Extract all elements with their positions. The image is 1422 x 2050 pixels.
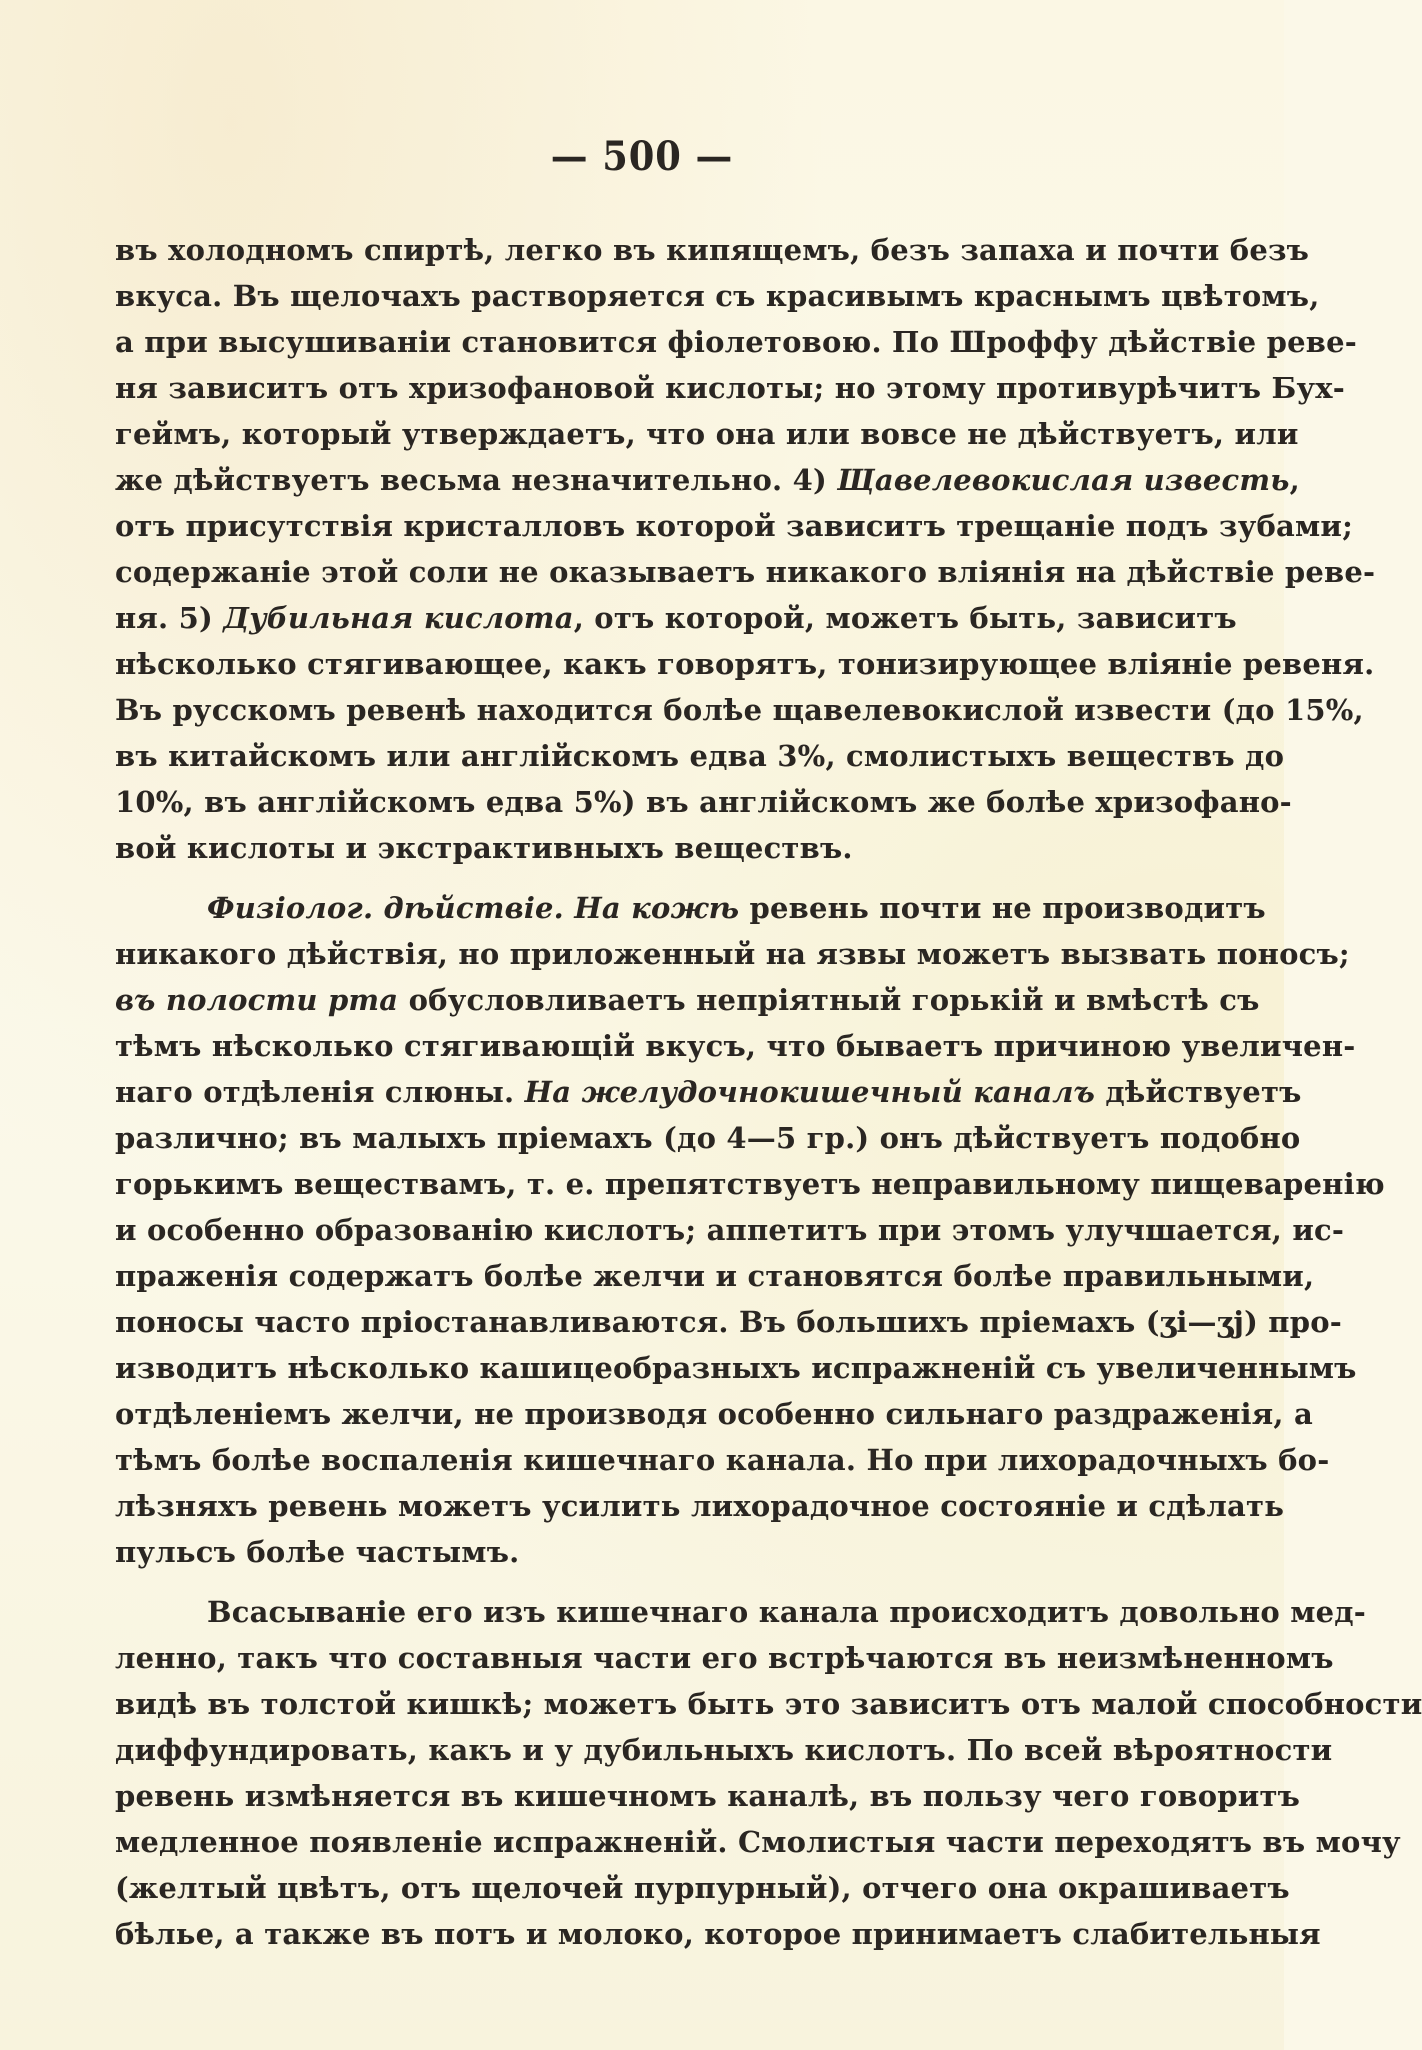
text-line [115, 319, 1357, 365]
text-line [115, 1635, 1334, 1681]
italic-term: На желудочнокишечный каналъ [524, 1075, 1096, 1109]
text-line [115, 227, 1310, 273]
text-line [115, 457, 1300, 503]
text-line [115, 1115, 1301, 1161]
text-run: бѣлье, а также въ потъ и молоко, которое принимаетъ слабительныя [115, 1917, 1321, 1951]
text-line [115, 1483, 1285, 1529]
text-line [115, 1865, 1290, 1911]
text-run: медленное появленіе испражненій. Смолистыя части переходятъ въ мочу [115, 1825, 1401, 1859]
text-line [115, 1681, 1422, 1727]
text-run: ня. 5) [115, 601, 224, 635]
text-run: вкуса. Въ щелочахъ растворяется съ красивымъ краснымъ цвѣтомъ, [115, 279, 1320, 313]
text-line [115, 411, 1299, 457]
text-line [115, 733, 1285, 779]
text-run: , отъ которой, можетъ быть, зависитъ [573, 601, 1237, 635]
text-run: тѣмъ нѣсколько стягивающій вкусъ, что бываетъ причиною увеличен- [115, 1029, 1356, 1063]
text-run: , [1289, 463, 1300, 497]
text-run: диффундировать, какъ и у дубильныхъ кислотъ. По всей вѣроятности [115, 1733, 1333, 1767]
text-run: геймъ, который утверждаетъ, что она или вовсе не дѣйствуетъ, или [115, 417, 1299, 451]
text-run: дѣйствуетъ [1095, 1075, 1302, 1109]
text-run: же дѣйствуетъ весьма незначительно. 4) [115, 463, 838, 497]
text-line [115, 825, 1235, 871]
text-run: праженія содержатъ болѣе желчи и становятся болѣе правильными, [115, 1259, 1315, 1293]
text-line [115, 885, 1266, 931]
text-line [115, 779, 1292, 825]
text-line [115, 1345, 1357, 1391]
text-run: въ китайскомъ или англійскомъ едва 3%, смолистыхъ веществъ до [115, 739, 1285, 773]
text-run: содержаніе этой соли не оказываетъ никакого вліянія на дѣйствіе реве- [115, 555, 1376, 589]
text-run: отдѣленіемъ желчи, не производя особенно сильнаго раздраженія, а [115, 1397, 1313, 1431]
italic-term: Дубильная кислота [223, 601, 574, 635]
text-run: изводитъ нѣсколько кашицеобразныхъ испражненій съ увеличеннымъ [115, 1351, 1357, 1385]
text-run: нѣсколько стягивающее, какъ говорятъ, тонизирующее вліяніе ревеня. [115, 647, 1375, 681]
text-run: и особенно образованію кислотъ; аппетитъ при этомъ улучшается, ис- [115, 1213, 1345, 1247]
text-line [115, 503, 1354, 549]
text-run: тѣмъ болѣе воспаленія кишечнаго канала. Но при лихорадочныхъ бо- [115, 1443, 1330, 1477]
text-run: видѣ въ толстой кишкѣ; можетъ быть это зависитъ отъ малой способности [115, 1687, 1422, 1721]
text-line [115, 1207, 1345, 1253]
text-run: пульсъ болѣе частымъ. [115, 1535, 520, 1569]
text-line [115, 1391, 1313, 1437]
text-line [115, 273, 1320, 319]
text-run: горькимъ веществамъ, т. е. препятствуетъ неправильному пищеваренію [115, 1167, 1385, 1201]
text-line [115, 931, 1350, 977]
text-line [115, 687, 1364, 733]
text-run: ревень почти не производитъ [739, 891, 1266, 925]
text-run: (желтый цвѣтъ, отъ щелочей пурпурный), отчего она окрашиваетъ [115, 1871, 1290, 1905]
text-run: обусловливаетъ непріятный горькій и вмѣстѣ съ [398, 983, 1260, 1017]
italic-term: въ полости рта [115, 983, 399, 1017]
text-line [115, 549, 1376, 595]
text-run: Въ русскомъ ревенѣ находится болѣе щавелевокислой извести (до 15%, [115, 693, 1364, 727]
text-line [115, 1727, 1333, 1773]
text-line [115, 365, 1346, 411]
body-text [115, 227, 1422, 1957]
page-number: — 500 — [550, 133, 734, 180]
text-line [115, 1161, 1385, 1207]
text-run: вой кислоты и экстрактивныхъ веществъ. [115, 831, 853, 865]
text-line [115, 1819, 1401, 1865]
text-run: ленно, такъ что составныя части его встрѣчаются въ неизмѣненномъ [115, 1641, 1334, 1675]
italic-term: Щавелевокислая известь [837, 463, 1290, 497]
text-line [115, 977, 1260, 1023]
text-line [115, 1299, 1342, 1345]
text-line [115, 1023, 1356, 1069]
text-run: 10%, въ англійскомъ едва 5%) въ англійскомъ же болѣе хризофано- [115, 785, 1292, 819]
text-run: поносы часто пріостанавливаются. Въ большихъ пріемахъ (ʒi—ʒj) про- [115, 1305, 1342, 1339]
text-line [115, 1253, 1315, 1299]
text-line [115, 641, 1375, 687]
text-run: никакого дѣйствія, но приложенный на язвы можетъ вызвать поносъ; [115, 937, 1350, 971]
text-run: наго отдѣленія слюны. [115, 1075, 525, 1109]
text-line [115, 1437, 1330, 1483]
paragraph-gap [115, 1575, 1235, 1589]
text-line [115, 1069, 1302, 1115]
text-run: ревень измѣняется въ кишечномъ каналѣ, въ пользу чего говоритъ [115, 1779, 1301, 1813]
text-run: Всасываніе его изъ кишечнаго канала происходитъ довольно мед- [207, 1595, 1367, 1629]
text-line [115, 595, 1235, 641]
text-line [115, 1911, 1321, 1957]
text-run: различно; въ малыхъ пріемахъ (до 4—5 гр.) онъ дѣйствуетъ подобно [115, 1121, 1301, 1155]
text-line [115, 1529, 1235, 1575]
text-run: а при высушиваніи становится фіолетовою. По Шроффу дѣйствіе реве- [115, 325, 1357, 359]
paragraph [115, 1589, 1422, 1957]
text-run: ня зависитъ отъ хризофановой кислоты; но этому противурѣчитъ Бух- [115, 371, 1346, 405]
text-run: лѣзняхъ ревень можетъ усилить лихорадочное состояніе и сдѣлать [115, 1489, 1285, 1523]
paragraph [115, 227, 1376, 871]
paragraph [115, 885, 1385, 1575]
paragraph-gap [115, 871, 1235, 885]
text-run: въ холодномъ спиртѣ, легко въ кипящемъ, безъ запаха и почти безъ [115, 233, 1310, 267]
text-line [115, 1589, 1367, 1635]
text-run: отъ присутствія кристалловъ которой зависитъ трещаніе подъ зубами; [115, 509, 1354, 543]
italic-term: Физіолог. дѣйствіе. На кожѣ [207, 891, 740, 925]
text-line [115, 1773, 1301, 1819]
